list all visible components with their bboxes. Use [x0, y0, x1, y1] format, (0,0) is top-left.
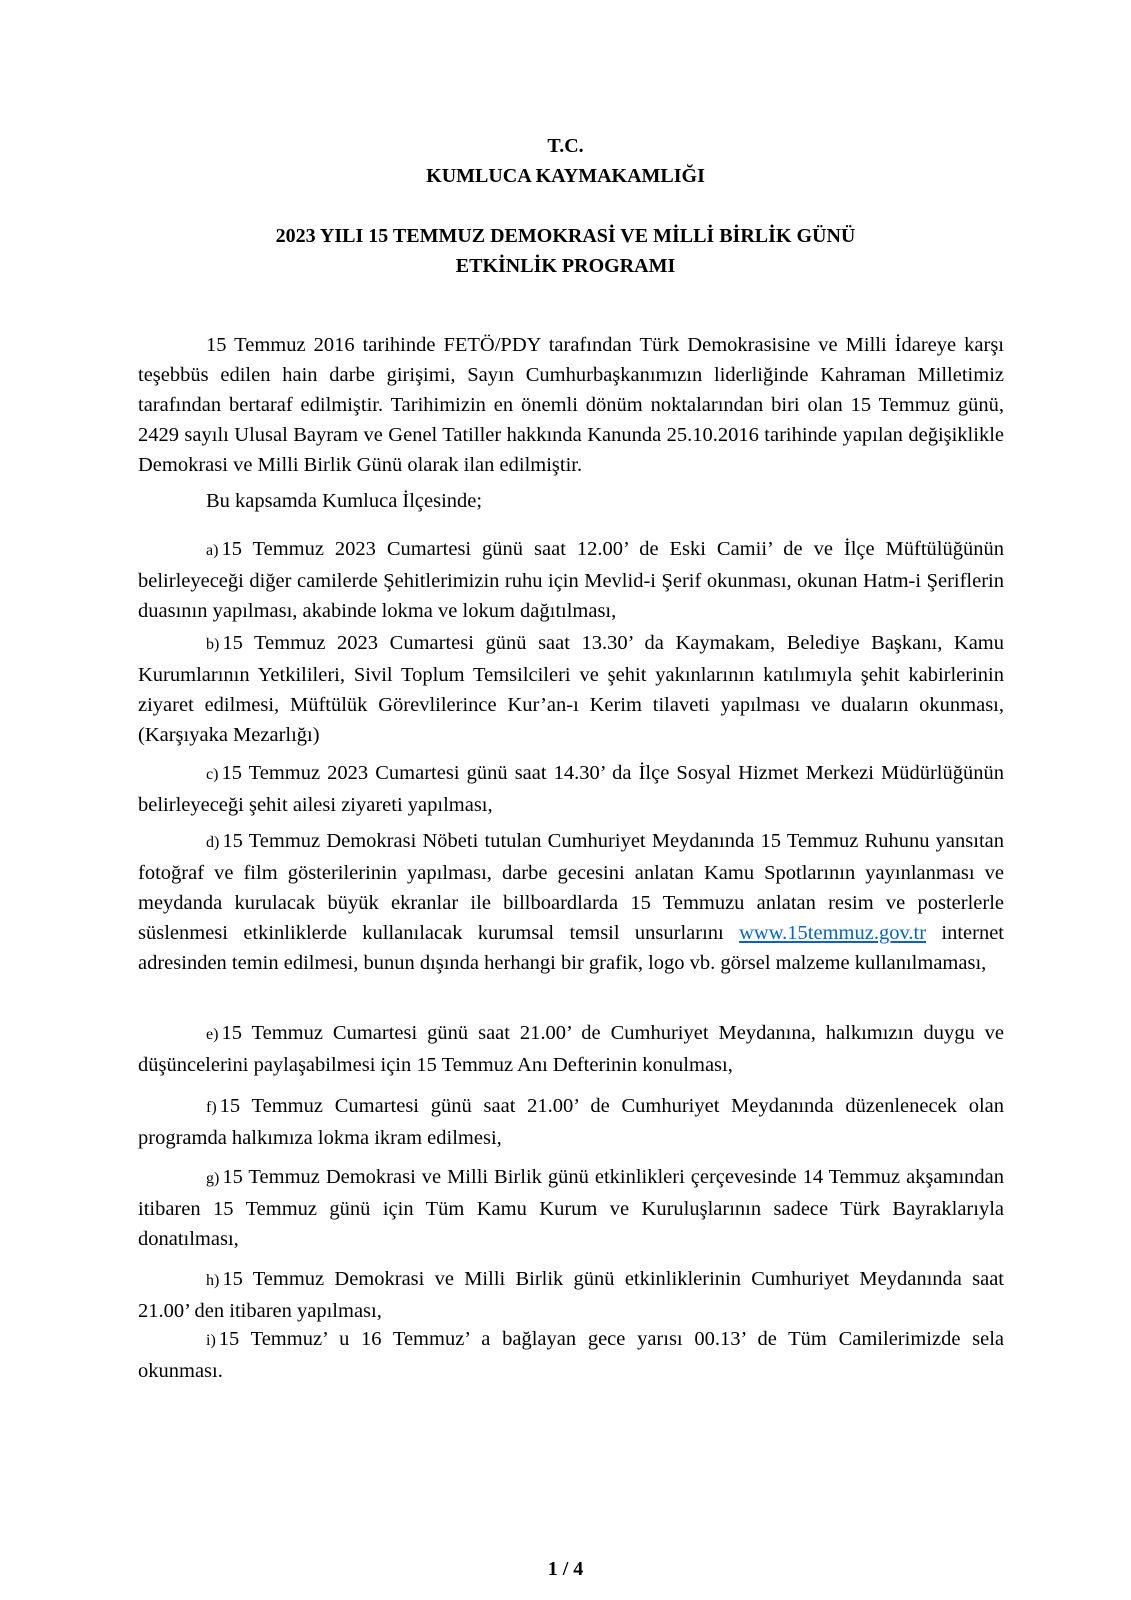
item-text-before: 15 Temmuz Demokrasi Nöbeti tutulan Cumhuriyet Meydanında 15 Temmuz Ruhunu yansıtan fotoğraf ve film gösterilerinin yapılması, darbe gecesini anlatan Kamu Spotlarının yayınlanması ve meydanda kurulacak büyük ekranlar ile billboardlarda 15 Temmuzu anlatan resim ve posterlerle süslenmesi etkinliklerde kullanılacak kurumsal temsil unsurlarını: [138, 830, 1004, 944]
item-letter: f): [206, 1099, 217, 1116]
document-title-line1: 2023 YILI 15 TEMMUZ DEMOKRASİ VE MİLLİ BİRLİK GÜNÜ: [275, 225, 856, 247]
header-tc: T.C.: [547, 135, 584, 157]
list-item-a: [138, 534, 1004, 626]
item-letter: i): [206, 1332, 216, 1349]
item-text: 15 Temmuz 2023 Cumartesi günü saat 14.30’ da İlçe Sosyal Hizmet Merkezi Müdürlüğünün belirleyeceği şehit ailesi ziyareti yapılması,: [138, 762, 1004, 816]
item-letter: b): [206, 636, 220, 653]
item-letter: g): [206, 1170, 220, 1187]
list-item-b: [138, 628, 1004, 750]
list-item-e: [138, 1018, 1004, 1080]
item-text-after: internet adresinden temin edilmesi, bunun dışında herhangi bir grafik, logo vb. görsel malzeme kullanılmaması,: [138, 922, 1004, 974]
list-item-i: [138, 1324, 1004, 1386]
list-item-f: [138, 1091, 1004, 1153]
website-link[interactable]: www.15temmuz.gov.tr: [739, 922, 927, 944]
item-text: 15 Temmuz Demokrasi ve Milli Birlik günü etkinlikleri çerçevesinde 14 Temmuz akşamından itibaren 15 Temmuz günü için Tüm Kamu Kurum ve Kuruluşlarının sadece Türk Bayraklarıyla donatılması,: [138, 1166, 1004, 1250]
item-text: 15 Temmuz Cumartesi günü saat 21.00’ de Cumhuriyet Meydanına, halkımızın duygu ve düşüncelerini paylaşabilmesi için 15 Temmuz Anı Defterinin konulması,: [138, 1022, 1004, 1076]
scope-line: Bu kapsamda Kumluca İlçesinde;: [206, 490, 483, 512]
item-letter: d): [206, 834, 220, 851]
intro-paragraph: 15 Temmuz 2016 tarihinde FETÖ/PDY tarafından Türk Demokrasisine ve Milli İdareye karşı teşebbüs edilen hain darbe girişimi, Sayın Cumhurbaşkanımızın liderliğinde Kahraman Milletimiz tarafından bertaraf edilmiştir. Tarihimizin en önemli dönüm noktalarından biri olan 15 Temmuz günü, 2429 sayılı Ulusal Bayram ve Genel Tatiller hakkında Kanunda 25.10.2016 tarihinde yapılan değişiklikle Demokrasi ve Milli Birlik Günü olarak ilan edilmiştir.: [138, 334, 1004, 476]
list-item-h: [138, 1264, 1004, 1326]
list-item-c: [138, 758, 1004, 820]
header-authority: KUMLUCA KAYMAKAMLIĞI: [426, 165, 705, 187]
document-title-line2: ETKİNLİK PROGRAMI: [455, 255, 676, 277]
item-text: 15 Temmuz 2023 Cumartesi günü saat 12.00’ de Eski Camii’ de ve İlçe Müftülüğünün belirleyeceği diğer camilerde Şehitlerimizin ruhu için Mevlid-i Şerif okunması, okunan Hatm-i Şeriflerin duasının yapılması, akabinde lokma ve lokum dağıtılması,: [138, 538, 1004, 622]
item-text: 15 Temmuz 2023 Cumartesi günü saat 13.30’ da Kaymakam, Belediye Başkanı, Kamu Kurumlarının Yetkilileri, Sivil Toplum Temsilcileri ve şehit yakınlarının katılımıyla şehit kabirlerinin ziyaret edilmesi, Müftülük Görevlilerince Kur’an-ı Kerim tilaveti yapılması ve duaların okunması, (Karşıyaka Mezarlığı): [138, 632, 1004, 746]
list-item-d: [138, 826, 1004, 978]
item-text: 15 Temmuz’ u 16 Temmuz’ a bağlayan gece yarısı 00.13’ de Tüm Camilerimizde sela okunması.: [138, 1328, 1004, 1382]
item-letter: h): [206, 1272, 220, 1289]
item-letter: a): [206, 542, 219, 559]
item-letter: c): [206, 766, 219, 783]
item-text: 15 Temmuz Demokrasi ve Milli Birlik günü etkinliklerinin Cumhuriyet Meydanında saat 21.00’ den itibaren yapılması,: [138, 1268, 1004, 1322]
page-number: 1 / 4: [547, 1558, 584, 1580]
item-letter: e): [206, 1026, 219, 1043]
list-item-g: [138, 1162, 1004, 1254]
item-text: 15 Temmuz Cumartesi günü saat 21.00’ de Cumhuriyet Meydanında düzenlenecek olan programda halkımıza lokma ikram edilmesi,: [138, 1095, 1004, 1149]
